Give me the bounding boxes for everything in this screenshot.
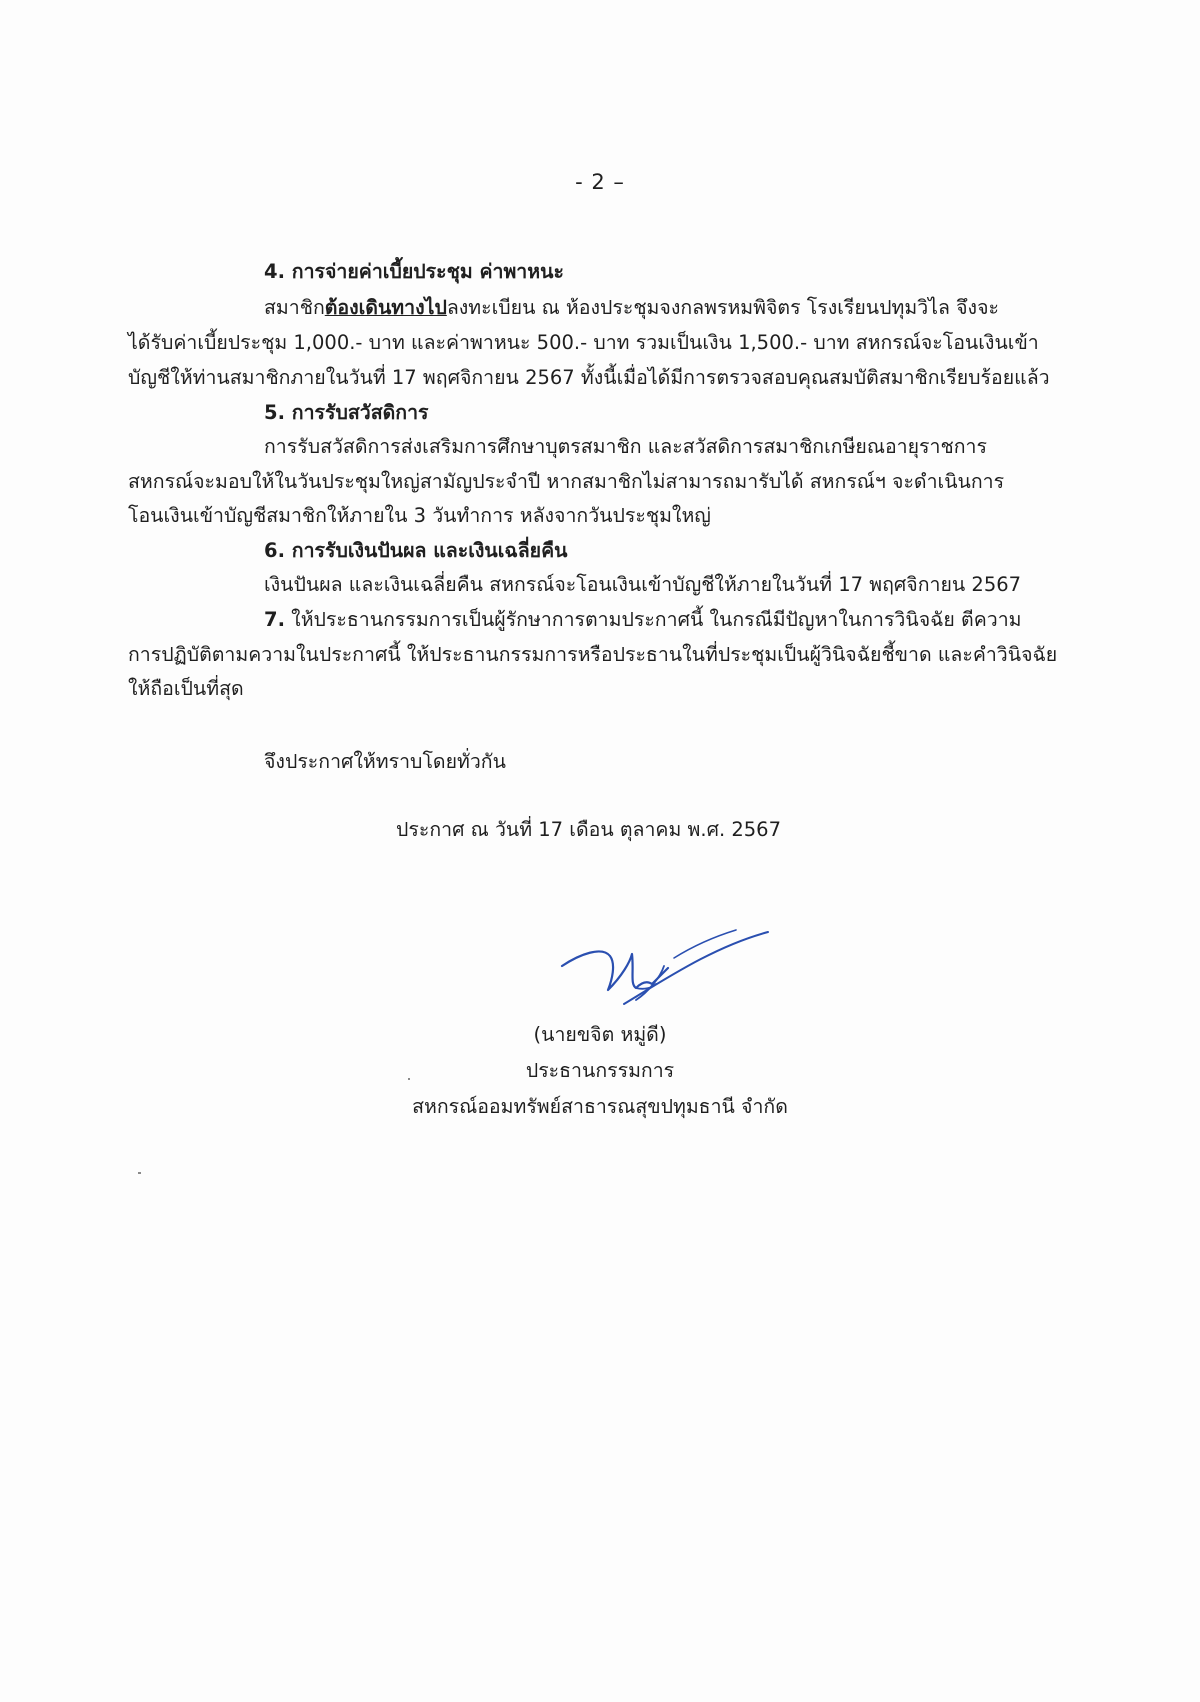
section-4-line-1-post: ลงทะเบียน ณ ห้องประชุมจงกลพรหมพิจิตร โรงเรียนปทุมวิไล จึงจะ (446, 296, 999, 319)
section-5-line-3: โอนเงินเข้าบัญชีสมาชิกให้ภายใน 3 วันทำการ หลังจากวันประชุมใหญ่ (128, 504, 711, 527)
section-4-heading: 4. การจ่ายค่าเบี้ยประชุม ค่าพาหนะ (264, 260, 564, 283)
scan-speck (408, 1078, 410, 1080)
section-7-line-1 (264, 606, 1022, 634)
signer-organization: สหกรณ์ออมทรัพย์สาธารณสุขปทุมธานี จำกัด (412, 1095, 788, 1118)
section-7-line-3: ให้ถือเป็นที่สุด (128, 677, 244, 700)
section-4-line-3: บัญชีให้ท่านสมาชิกภายในวันที่ 17 พฤศจิกายน 2567 ทั้งนี้เมื่อได้มีการตรวจสอบคุณสมบัติสมาชิกเรียบร้อยแล้ว (128, 366, 1050, 389)
section-7-line-2: การปฏิบัติตามความในประกาศนี้ ให้ประธานกรรมการหรือประธานในที่ประชุมเป็นผู้วินิจฉัยชี้ขาด และคำวินิจฉัย (128, 643, 1058, 666)
section-7-line-1-text: ให้ประธานกรรมการเป็นผู้รักษาการตามประกาศนี้ ในกรณีมีปัญหาในการวินิจฉัย ตีความ (284, 608, 1022, 631)
closing-statement: จึงประกาศให้ทราบโดยทั่วกัน (264, 750, 506, 773)
signer-position: ประธานกรรมการ (525, 1059, 675, 1082)
section-4-line-1 (264, 294, 999, 322)
announcement-date: ประกาศ ณ วันที่ 17 เดือน ตุลาคม พ.ศ. 2567 (396, 818, 781, 841)
scan-speck (138, 1172, 141, 1174)
section-7-number: 7. (264, 608, 285, 631)
section-4-emphasis: ต้องเดินทางไป (324, 296, 447, 319)
section-4-line-2: ได้รับค่าเบี้ยประชุม 1,000.- บาท และค่าพาหนะ 500.- บาท รวมเป็นเงิน 1,500.- บาท สหกรณ์จะโอนเงินเข้า (128, 331, 1039, 354)
signer-name: (นายขจิต หมู่ดี) (533, 1023, 667, 1046)
section-5-line-2: สหกรณ์จะมอบให้ในวันประชุมใหญ่สามัญประจำปี หากสมาชิกไม่สามารถมารับได้ สหกรณ์ฯ จะดำเนินการ (128, 470, 1005, 493)
handwritten-signature (540, 918, 800, 1013)
section-5-line-1: การรับสวัสดิการส่งเสริมการศึกษาบุตรสมาชิก และสวัสดิการสมาชิกเกษียณอายุราชการ (264, 435, 987, 458)
section-4-line-1-pre: สมาชิก (264, 296, 325, 319)
section-6-line-1: เงินปันผล และเงินเฉลี่ยคืน สหกรณ์จะโอนเงินเข้าบัญชีให้ภายในวันที่ 17 พฤศจิกายน 2567 (264, 573, 1022, 596)
section-6-heading: 6. การรับเงินปันผล และเงินเฉลี่ยคืน (264, 539, 568, 562)
section-5-heading: 5. การรับสวัสดิการ (264, 401, 429, 424)
page-number: - 2 – (575, 170, 625, 194)
